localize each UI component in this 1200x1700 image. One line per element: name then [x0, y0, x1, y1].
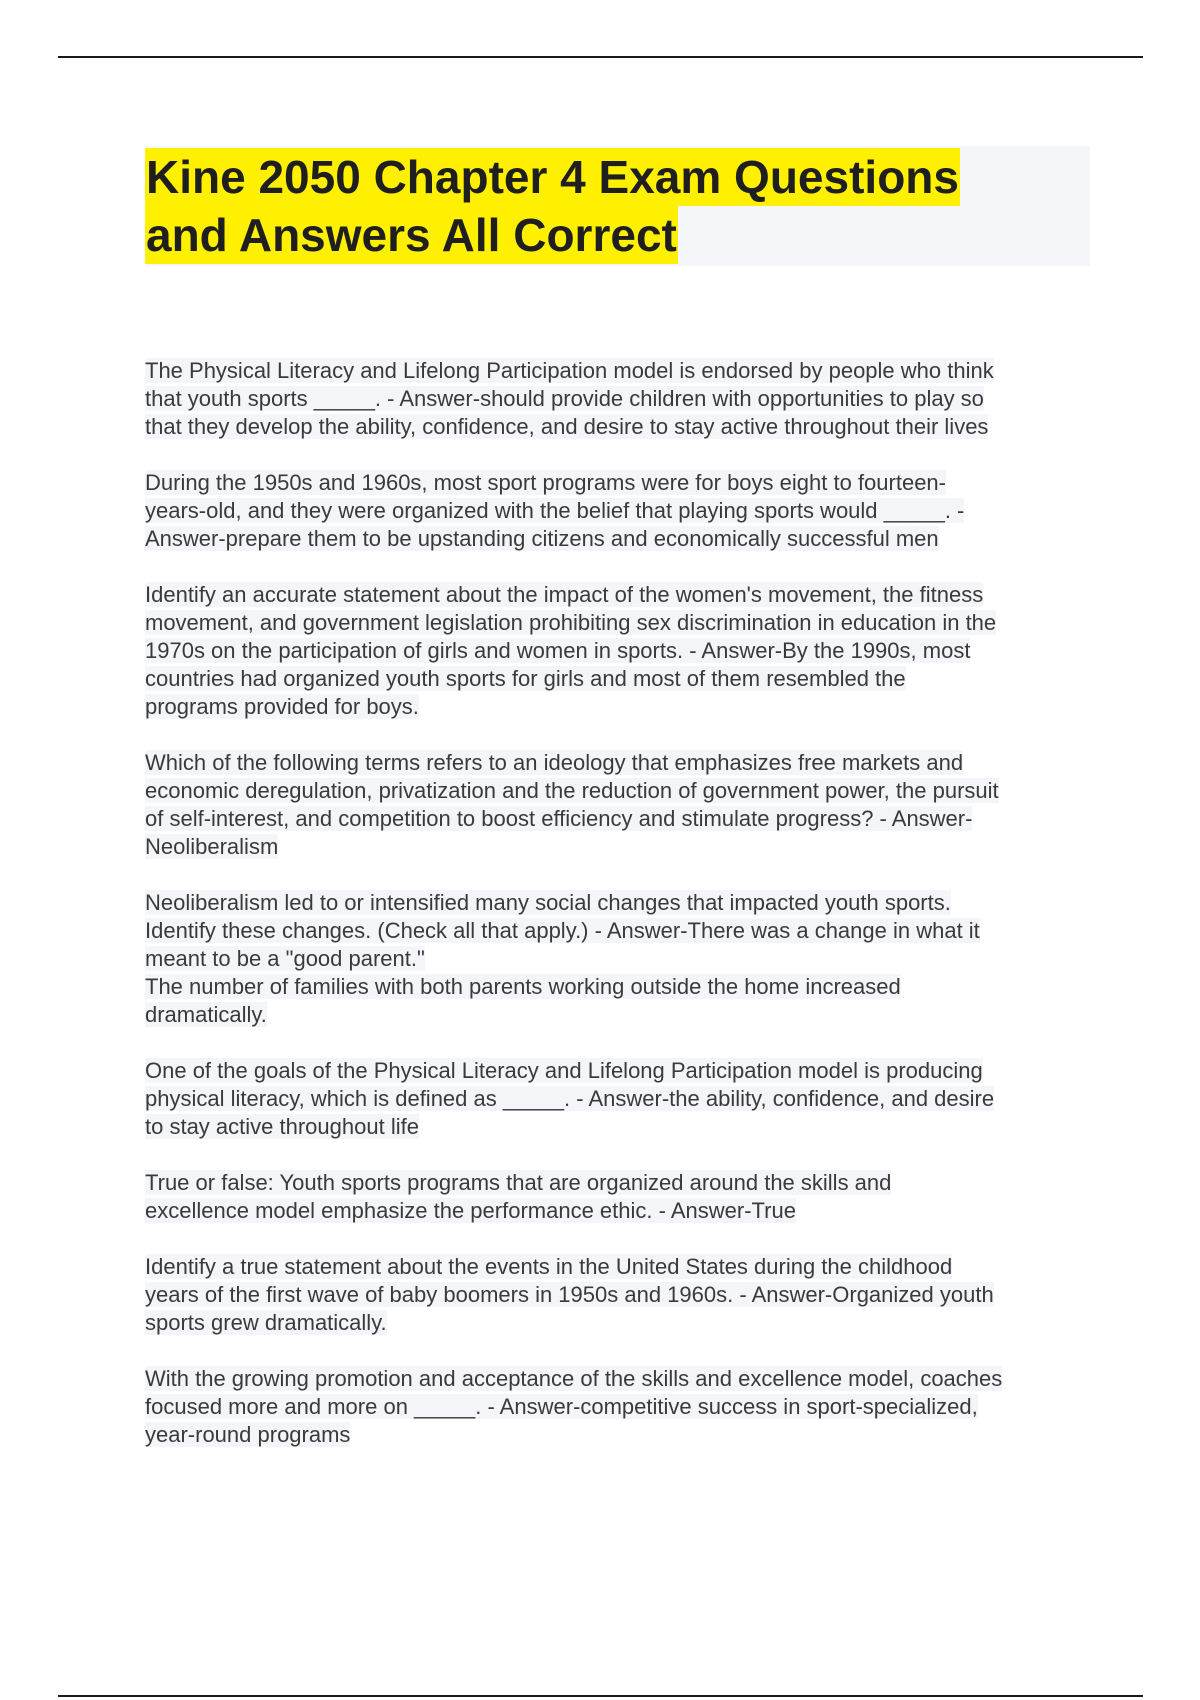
qa-text: countries had organized youth sports for girls and most of them resembled the	[145, 666, 906, 691]
qa-text: that they develop the ability, confidence, and desire to stay active throughout their lives	[145, 414, 989, 439]
qa-text-line	[145, 749, 1105, 777]
qa-text-line	[145, 1309, 1105, 1337]
qa-text-line	[145, 357, 1105, 385]
qa-item	[145, 581, 1105, 721]
qa-text-line	[145, 413, 1105, 441]
qa-text-line	[145, 497, 1105, 525]
qa-text-line	[145, 469, 1105, 497]
qa-text: 1970s on the participation of girls and women in sports. - Answer-By the 1990s, most	[145, 638, 971, 663]
qa-text-line	[145, 1365, 1105, 1393]
qa-text-line	[145, 1113, 1105, 1141]
question-answer-list	[145, 357, 1105, 1477]
qa-text: Identify a true statement about the events in the United States during the childhood	[145, 1254, 953, 1279]
qa-text: Identify these changes. (Check all that apply.) - Answer-There was a change in what it	[145, 918, 980, 943]
qa-item	[145, 889, 1105, 1029]
qa-text: Answer-prepare them to be upstanding citizens and economically successful men	[145, 526, 939, 551]
bottom-rule	[58, 1695, 1143, 1697]
qa-text-line	[145, 609, 1105, 637]
qa-text: movement, and government legislation prohibiting sex discrimination in education in the	[145, 610, 997, 635]
top-rule	[58, 56, 1143, 58]
qa-text-line	[145, 665, 1105, 693]
qa-text: During the 1950s and 1960s, most sport programs were for boys eight to fourteen-	[145, 470, 946, 495]
qa-text-line	[145, 917, 1105, 945]
page-title-line-1: Kine 2050 Chapter 4 Exam Questions	[145, 148, 960, 206]
qa-text: years of the first wave of baby boomers in 1950s and 1960s. - Answer-Organized youth	[145, 1282, 994, 1307]
qa-item	[145, 1253, 1105, 1337]
qa-text-line	[145, 1057, 1105, 1085]
qa-text: physical literacy, which is defined as _____. - Answer-the ability, confidence, and desire	[145, 1086, 995, 1111]
qa-text-line	[145, 1085, 1105, 1113]
qa-text-line	[145, 1421, 1105, 1449]
qa-text: With the growing promotion and acceptance of the skills and excellence model, coaches	[145, 1366, 1003, 1391]
qa-text-line	[145, 693, 1105, 721]
qa-text: to stay active throughout life	[145, 1114, 419, 1139]
qa-text-line	[145, 805, 1105, 833]
qa-text: meant to be a "good parent."	[145, 946, 425, 971]
qa-text: that youth sports _____. - Answer-should provide children with opportunities to play so	[145, 386, 984, 411]
qa-text: Identify an accurate statement about the impact of the women's movement, the fitness	[145, 582, 984, 607]
qa-text-line	[145, 777, 1105, 805]
qa-text: years-old, and they were organized with the belief that playing sports would _____. -	[145, 498, 965, 523]
qa-text: of self-interest, and competition to boost efficiency and stimulate progress? - Answer-	[145, 806, 973, 831]
qa-item	[145, 469, 1105, 553]
qa-text: True or false: Youth sports programs that are organized around the skills and	[145, 1170, 892, 1195]
qa-text-line	[145, 637, 1105, 665]
qa-text: programs provided for boys.	[145, 694, 419, 719]
qa-item	[145, 1365, 1105, 1449]
qa-item	[145, 749, 1105, 861]
qa-item	[145, 357, 1105, 441]
qa-item	[145, 1169, 1105, 1225]
qa-text: economic deregulation, privatization and the reduction of government power, the pursuit	[145, 778, 999, 803]
qa-text: focused more and more on _____. - Answer-competitive success in sport-specialized,	[145, 1394, 978, 1419]
qa-text: dramatically.	[145, 1002, 267, 1027]
qa-text: excellence model emphasize the performance ethic. - Answer-True	[145, 1198, 796, 1223]
qa-item	[145, 1057, 1105, 1141]
qa-text-line	[145, 1393, 1105, 1421]
qa-text-line	[145, 945, 1105, 973]
qa-text-line	[145, 1253, 1105, 1281]
qa-text: Neoliberalism led to or intensified many social changes that impacted youth sports.	[145, 890, 951, 915]
qa-text: sports grew dramatically.	[145, 1310, 387, 1335]
qa-text-line	[145, 1281, 1105, 1309]
qa-text: year-round programs	[145, 1422, 351, 1447]
qa-text-line	[145, 1197, 1105, 1225]
qa-text-line	[145, 385, 1105, 413]
qa-text-line	[145, 1169, 1105, 1197]
qa-text-line	[145, 889, 1105, 917]
qa-text-line	[145, 1001, 1105, 1029]
qa-text-line	[145, 525, 1105, 553]
qa-text: Which of the following terms refers to an ideology that emphasizes free markets and	[145, 750, 964, 775]
qa-text: The Physical Literacy and Lifelong Participation model is endorsed by people who think	[145, 358, 994, 383]
qa-text: One of the goals of the Physical Literacy and Lifelong Participation model is producing	[145, 1058, 983, 1083]
qa-text-line	[145, 581, 1105, 609]
page-title-line-2: and Answers All Correct	[145, 206, 678, 264]
qa-text: The number of families with both parents working outside the home increased	[145, 974, 901, 999]
qa-text-line	[145, 973, 1105, 1001]
qa-text: Neoliberalism	[145, 834, 279, 859]
qa-text-line	[145, 833, 1105, 861]
